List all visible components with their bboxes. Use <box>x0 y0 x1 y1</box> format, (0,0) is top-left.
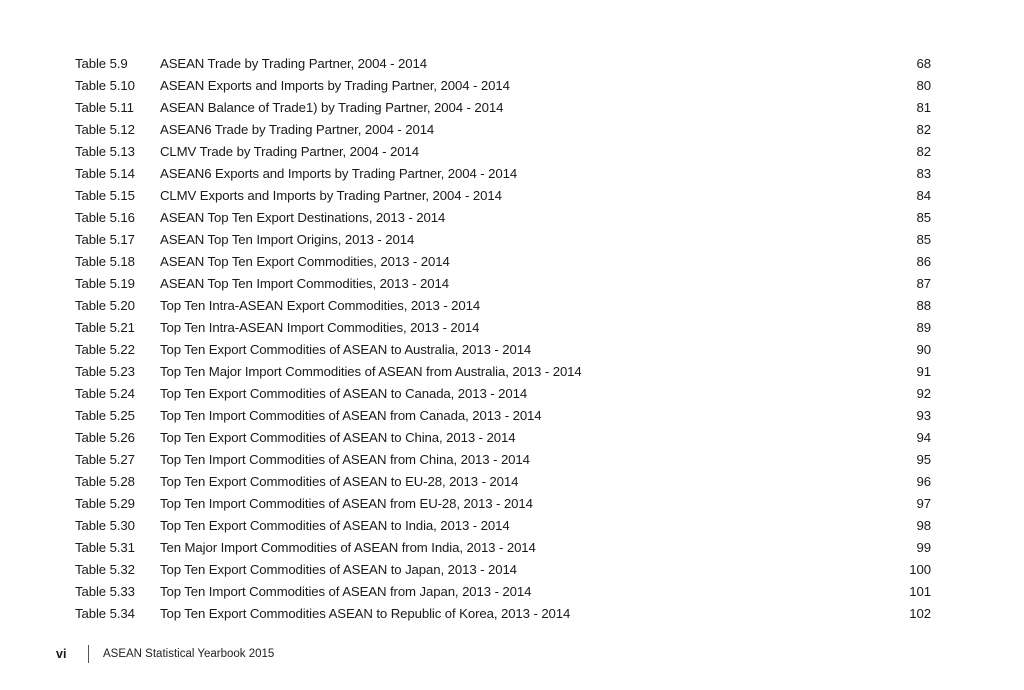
toc-row[interactable] <box>75 162 931 184</box>
toc-page-number: 90 <box>916 341 931 357</box>
toc-row[interactable] <box>75 184 931 206</box>
toc-table-number: Table 5.16 <box>75 209 135 225</box>
toc-row[interactable] <box>75 470 931 492</box>
toc-row[interactable] <box>75 448 931 470</box>
toc-row[interactable] <box>75 272 931 294</box>
toc-row[interactable] <box>75 338 931 360</box>
toc-page-number: 82 <box>916 143 931 159</box>
toc-table-number: Table 5.28 <box>75 473 135 489</box>
toc-table-title[interactable]: Top Ten Import Commodities of ASEAN from EU-28, 2013 - 2014 <box>160 495 533 511</box>
toc-table-number: Table 5.19 <box>75 275 135 291</box>
toc-table-number: Table 5.17 <box>75 231 135 247</box>
toc-table-number: Table 5.13 <box>75 143 135 159</box>
toc-table-title[interactable]: ASEAN Top Ten Import Commodities, 2013 - 2014 <box>160 275 449 291</box>
toc-page-number: 97 <box>916 495 931 511</box>
toc-row[interactable] <box>75 514 931 536</box>
toc-table-title[interactable]: ASEAN6 Exports and Imports by Trading Partner, 2004 - 2014 <box>160 165 518 181</box>
toc-row[interactable] <box>75 52 931 74</box>
toc-table-title[interactable]: CLMV Exports and Imports by Trading Partner, 2004 - 2014 <box>160 187 502 203</box>
toc-table-number: Table 5.33 <box>75 583 135 599</box>
toc-row[interactable] <box>75 536 931 558</box>
toc-page-number: 68 <box>916 55 931 71</box>
toc-table-number: Table 5.22 <box>75 341 135 357</box>
toc-page-number: 88 <box>916 297 931 313</box>
toc-page-number: 87 <box>916 275 931 291</box>
toc-table-number: Table 5.24 <box>75 385 135 401</box>
toc-table-number: Table 5.10 <box>75 77 135 93</box>
toc-table-title[interactable]: Top Ten Export Commodities ASEAN to Republic of Korea, 2013 - 2014 <box>160 605 571 621</box>
toc-page-number: 93 <box>916 407 931 423</box>
toc-table-title[interactable]: Ten Major Import Commodities of ASEAN from India, 2013 - 2014 <box>160 539 536 555</box>
toc-table-number: Table 5.31 <box>75 539 135 555</box>
toc-row[interactable] <box>75 74 931 96</box>
footer-publication-title: ASEAN Statistical Yearbook 2015 <box>103 648 275 660</box>
toc-table-title[interactable]: Top Ten Export Commodities of ASEAN to China, 2013 - 2014 <box>160 429 516 445</box>
toc-row[interactable] <box>75 382 931 404</box>
footer-page-number: vi <box>56 647 67 661</box>
toc-page-number: 85 <box>916 209 931 225</box>
toc-table-title[interactable]: Top Ten Export Commodities of ASEAN to India, 2013 - 2014 <box>160 517 510 533</box>
toc-table-number: Table 5.11 <box>75 99 134 115</box>
toc-table-number: Table 5.34 <box>75 605 135 621</box>
toc-table-title[interactable]: ASEAN Top Ten Export Commodities, 2013 - 2014 <box>160 253 450 269</box>
toc-page-number: 89 <box>916 319 931 335</box>
toc-page-number: 95 <box>916 451 931 467</box>
toc-table-title[interactable]: CLMV Trade by Trading Partner, 2004 - 2014 <box>160 143 419 159</box>
toc-row[interactable] <box>75 96 931 118</box>
toc-row[interactable] <box>75 316 931 338</box>
toc-table-number: Table 5.27 <box>75 451 135 467</box>
toc-row[interactable] <box>75 602 931 624</box>
toc-row[interactable] <box>75 558 931 580</box>
toc-table-number: Table 5.29 <box>75 495 135 511</box>
toc-table-title[interactable]: Top Ten Export Commodities of ASEAN to EU-28, 2013 - 2014 <box>160 473 519 489</box>
toc-row[interactable] <box>75 404 931 426</box>
toc-table-number: Table 5.30 <box>75 517 135 533</box>
page-footer <box>56 644 274 664</box>
toc-table-number: Table 5.20 <box>75 297 135 313</box>
toc-table-title[interactable]: ASEAN Exports and Imports by Trading Partner, 2004 - 2014 <box>160 77 510 93</box>
toc-table-number: Table 5.18 <box>75 253 135 269</box>
toc-page-number: 100 <box>909 561 931 577</box>
toc-row[interactable] <box>75 360 931 382</box>
toc-table-title[interactable]: ASEAN Trade by Trading Partner, 2004 - 2014 <box>160 55 427 71</box>
toc-table-number: Table 5.32 <box>75 561 135 577</box>
toc-table-number: Table 5.12 <box>75 121 135 137</box>
toc-page-number: 91 <box>916 363 931 379</box>
footer-divider <box>88 645 89 663</box>
toc-table-number: Table 5.14 <box>75 165 135 181</box>
toc-table-number: Table 5.26 <box>75 429 135 445</box>
toc-page-number: 84 <box>916 187 931 203</box>
toc-page-number: 98 <box>916 517 931 533</box>
toc-row[interactable] <box>75 118 931 140</box>
toc-table-title[interactable]: Top Ten Import Commodities of ASEAN from Japan, 2013 - 2014 <box>160 583 532 599</box>
toc-table-title[interactable]: Top Ten Export Commodities of ASEAN to Japan, 2013 - 2014 <box>160 561 517 577</box>
toc-page-number: 102 <box>909 605 931 621</box>
toc-table-number: Table 5.23 <box>75 363 135 379</box>
toc-row[interactable] <box>75 250 931 272</box>
toc-table-title[interactable]: Top Ten Export Commodities of ASEAN to Australia, 2013 - 2014 <box>160 341 532 357</box>
toc-table-number: Table 5.15 <box>75 187 135 203</box>
toc-table-title[interactable]: Top Ten Export Commodities of ASEAN to Canada, 2013 - 2014 <box>160 385 528 401</box>
toc-table-title[interactable]: Top Ten Import Commodities of ASEAN from China, 2013 - 2014 <box>160 451 530 467</box>
table-of-contents <box>75 52 931 624</box>
toc-row[interactable] <box>75 294 931 316</box>
toc-page-number: 101 <box>909 583 931 599</box>
toc-table-title[interactable]: ASEAN Balance of Trade1) by Trading Partner, 2004 - 2014 <box>160 99 504 115</box>
toc-table-title[interactable]: ASEAN Top Ten Export Destinations, 2013 - 2014 <box>160 209 446 225</box>
toc-table-number: Table 5.25 <box>75 407 135 423</box>
toc-page-number: 86 <box>916 253 931 269</box>
toc-page-number: 80 <box>916 77 931 93</box>
toc-table-title[interactable]: Top Ten Intra-ASEAN Import Commodities, 2013 - 2014 <box>160 319 480 335</box>
toc-table-title[interactable]: Top Ten Intra-ASEAN Export Commodities, 2013 - 2014 <box>160 297 481 313</box>
toc-row[interactable] <box>75 426 931 448</box>
toc-table-number: Table 5.21 <box>75 319 135 335</box>
toc-page-number: 83 <box>916 165 931 181</box>
toc-page-number: 92 <box>916 385 931 401</box>
toc-row[interactable] <box>75 228 931 250</box>
toc-row[interactable] <box>75 580 931 602</box>
toc-row[interactable] <box>75 492 931 514</box>
toc-page-number: 81 <box>916 99 931 115</box>
toc-table-title[interactable]: Top Ten Major Import Commodities of ASEAN from Australia, 2013 - 2014 <box>160 363 582 379</box>
toc-table-title[interactable]: ASEAN Top Ten Import Origins, 2013 - 2014 <box>160 231 415 247</box>
toc-page-number: 85 <box>916 231 931 247</box>
toc-row[interactable] <box>75 140 931 162</box>
toc-table-title[interactable]: ASEAN6 Trade by Trading Partner, 2004 - 2014 <box>160 121 435 137</box>
toc-page-number: 94 <box>916 429 931 445</box>
toc-table-number: Table 5.9 <box>75 55 128 71</box>
toc-page-number: 82 <box>916 121 931 137</box>
toc-page-number: 99 <box>916 539 931 555</box>
toc-table-title[interactable]: Top Ten Import Commodities of ASEAN from Canada, 2013 - 2014 <box>160 407 542 423</box>
toc-row[interactable] <box>75 206 931 228</box>
toc-page-number: 96 <box>916 473 931 489</box>
